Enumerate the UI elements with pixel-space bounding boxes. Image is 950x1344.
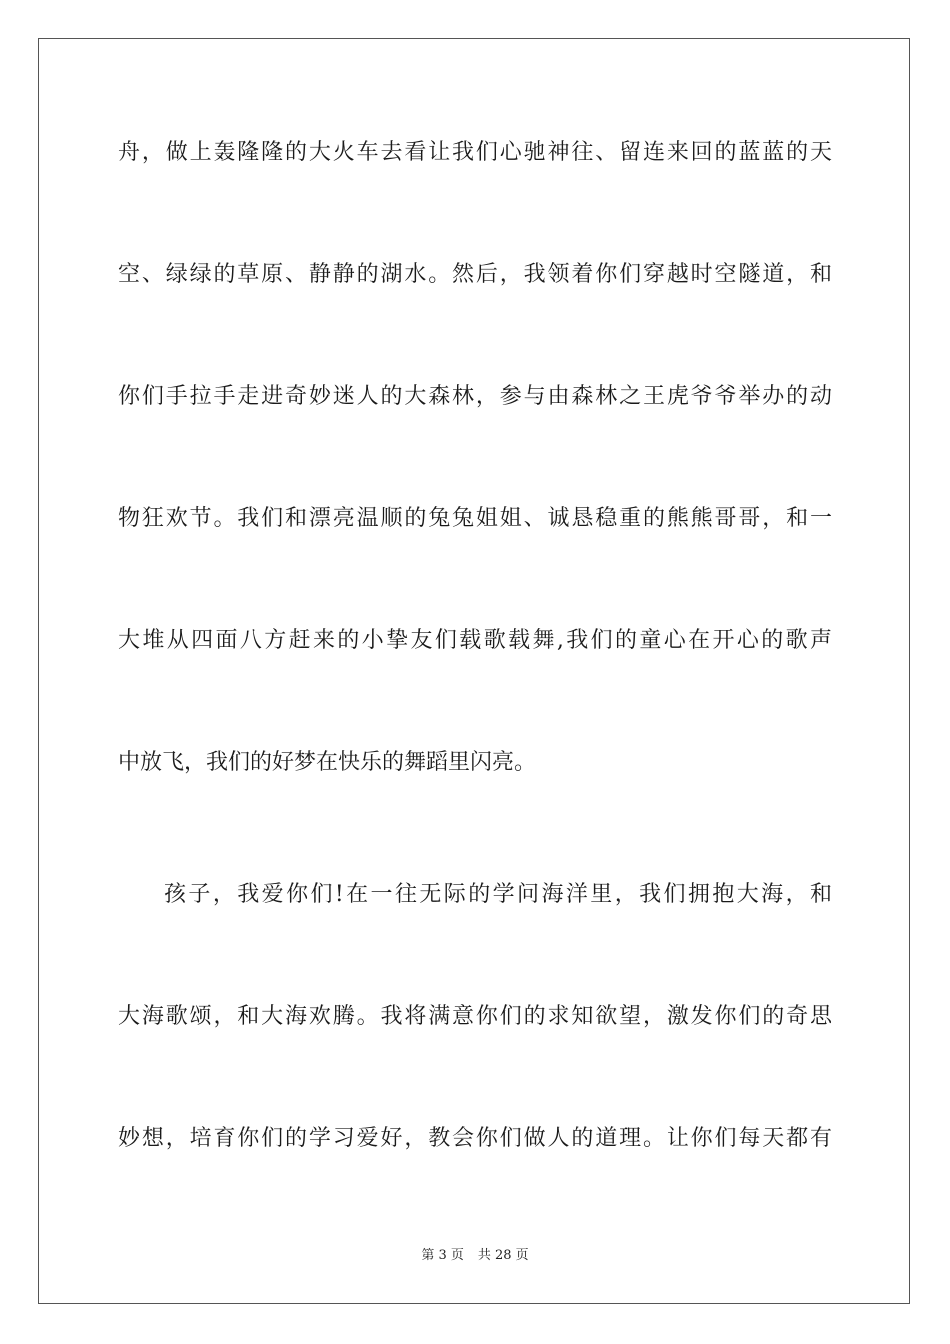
- body-text-line-1: 舟，做上轰隆隆的大火车去看让我们心驰神往、留连来回的蓝蓝的天: [118, 140, 832, 165]
- body-text-line-4: 物狂欢节。我们和漂亮温顺的兔兔姐姐、诚恳稳重的熊熊哥哥，和一: [118, 506, 832, 531]
- body-text-line-3: 你们手拉手走进奇妙迷人的大森林，参与由森林之王虎爷爷举办的动: [118, 384, 832, 409]
- body-text-line-8: 大海歌颂，和大海欢腾。我将满意你们的求知欲望，激发你们的奇思: [118, 1004, 832, 1029]
- paragraph-start-line: 孩子，我爱你们!在一往无际的学问海洋里，我们拥抱大海，和: [164, 882, 832, 907]
- body-text-line-9: 妙想，培育你们的学习爱好，教会你们做人的道理。让你们每天都有: [118, 1126, 832, 1151]
- page-border: [38, 38, 910, 1304]
- total-pages: 共 28 页: [477, 1248, 529, 1263]
- body-text-line-5: 大堆从四面八方赶来的小挚友们载歌载舞,我们的童心在开心的歌声: [118, 628, 832, 653]
- body-text-line-2: 空、绿绿的草原、静静的湖水。然后，我领着你们穿越时空隧道，和: [118, 262, 832, 287]
- body-text-line-6: 中放飞，我们的好梦在快乐的舞蹈里闪亮。: [118, 750, 537, 775]
- page-footer: [0, 1247, 950, 1265]
- page-number: 第 3 页: [421, 1248, 464, 1263]
